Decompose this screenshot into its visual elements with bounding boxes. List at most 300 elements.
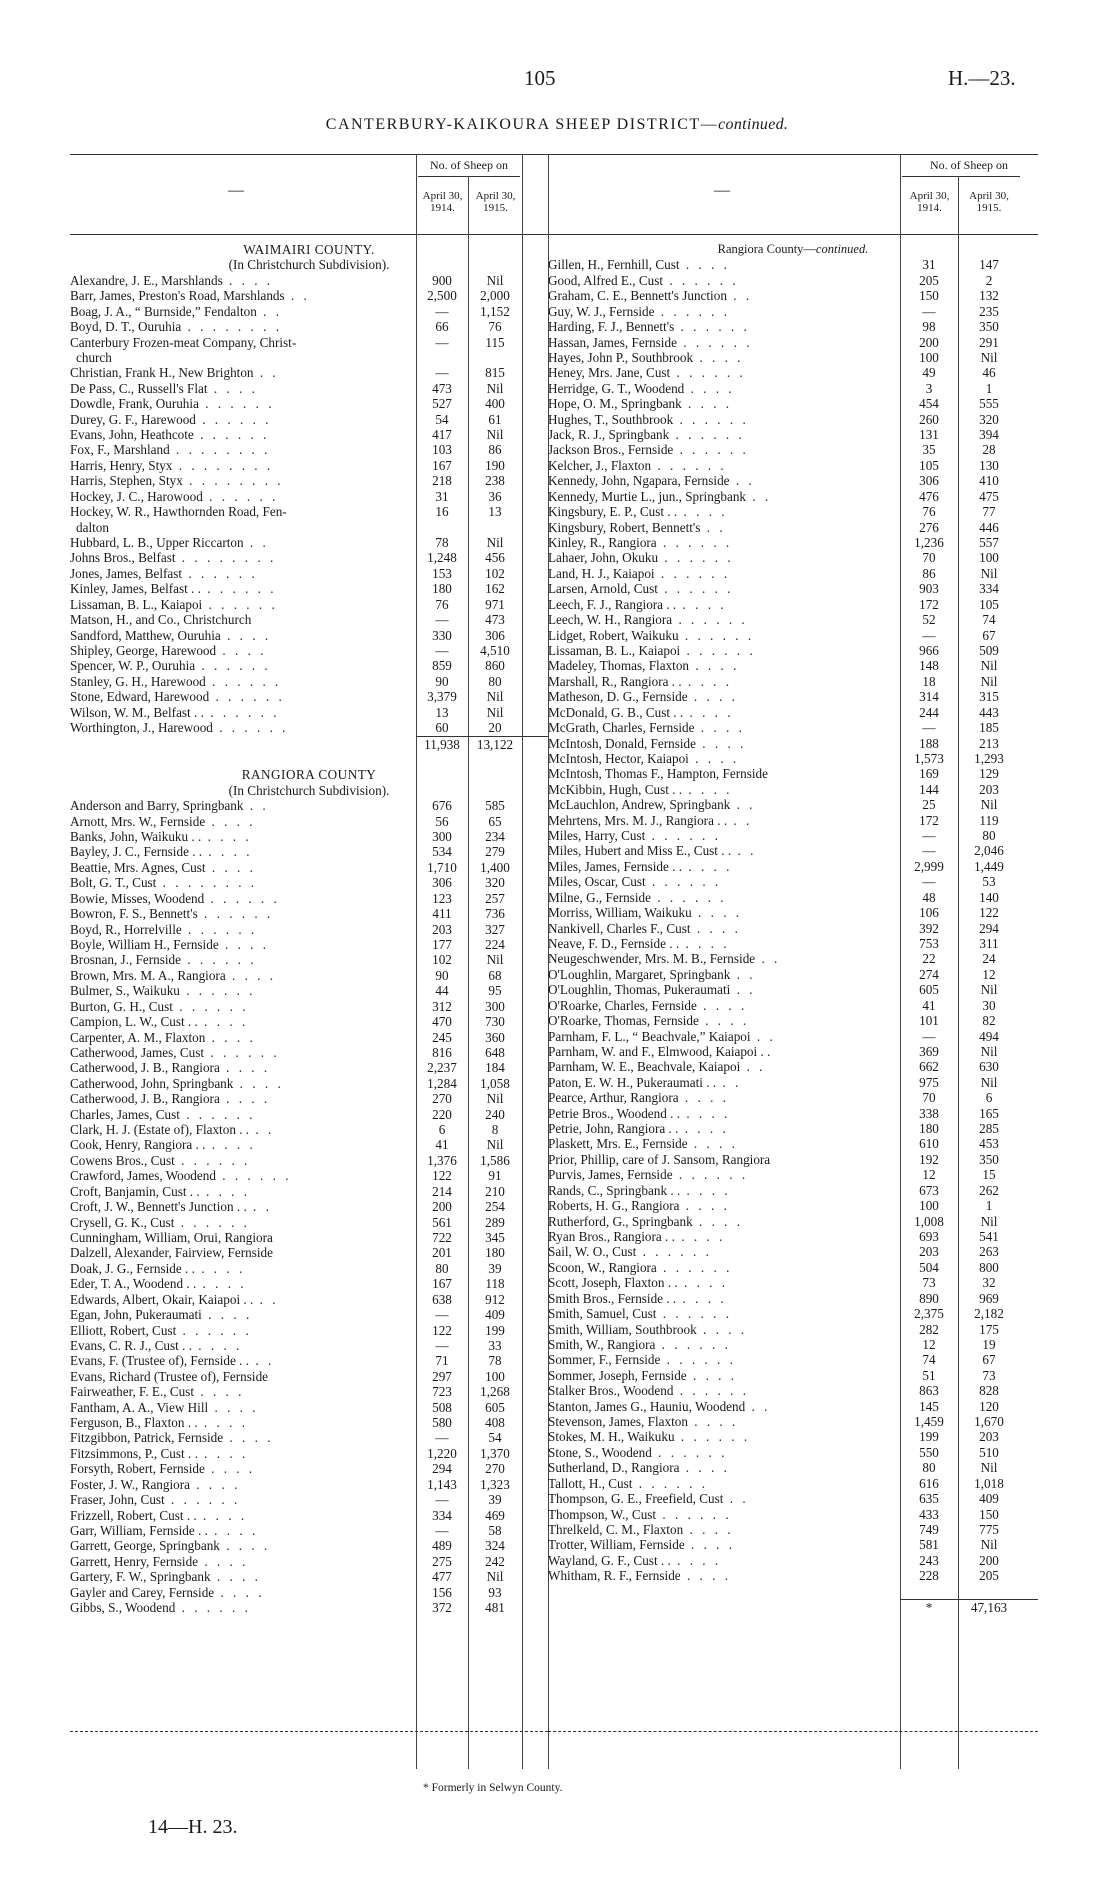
table-row: [548, 736, 1038, 751]
row-leader: . . . .: [690, 920, 741, 936]
sheep-1914: 300: [432, 829, 452, 845]
row-leader: . .: [284, 288, 310, 304]
row-name-text: Gibbs, S., Woodend: [70, 1600, 176, 1616]
sheep-1914: 131: [919, 427, 939, 443]
row-name: [548, 1090, 896, 1105]
sheep-1915: 257: [485, 890, 505, 906]
row-name: [548, 874, 896, 889]
sheep-1914: 693: [919, 1229, 939, 1244]
sheep-1914: 167: [432, 1276, 452, 1292]
row-name-text: De Pass, C., Russell's Flat: [70, 380, 208, 396]
sheep-1915: 105: [979, 596, 999, 612]
table-row: [70, 1153, 548, 1168]
row-name: [70, 1323, 414, 1338]
sheep-1914: 676: [432, 798, 452, 814]
row-name-text: Threlkeld, C. M., Flaxton: [548, 1522, 684, 1538]
table-row: [70, 999, 548, 1014]
sheep-1914: 581: [919, 1537, 939, 1553]
sheep-1915: 345: [485, 1230, 505, 1245]
sheep-1915: 409: [979, 1491, 999, 1507]
sheep-1915: 74: [982, 612, 996, 628]
row-leader: . . . .: [679, 1460, 730, 1476]
bottom-rule: [548, 1731, 1038, 1732]
row-leader: . . . . . .: [673, 411, 749, 427]
table-section: [70, 767, 548, 782]
row-leader: . . . .: [198, 1553, 249, 1569]
sheep-1914: 863: [919, 1383, 939, 1399]
sheep-1914: 673: [919, 1182, 939, 1198]
row-name-text: Bowie, Misses, Woodend: [70, 890, 205, 906]
row-name: [548, 335, 896, 350]
table-row: [548, 412, 1038, 427]
sheep-1915: 61: [488, 411, 502, 427]
row-name-text: Bayley, J. C., Fernside . .: [70, 844, 203, 860]
row-leader: . . . . . . . .: [175, 550, 277, 566]
sheep-1915: 408: [485, 1415, 505, 1431]
row-name: [548, 643, 896, 658]
sheep-1915: 58: [488, 1523, 502, 1539]
row-name: [548, 1183, 896, 1198]
row-name: [548, 751, 896, 766]
sheep-1915: 242: [485, 1553, 505, 1569]
sheep-1914: 1,248: [427, 550, 457, 566]
row-leader: . . . . . .: [179, 1106, 256, 1122]
sheep-1915: 2: [985, 272, 993, 288]
sheep-1914: 11,938: [424, 736, 460, 752]
table-row: [70, 1030, 548, 1045]
row-leader: . . . .: [207, 1523, 259, 1539]
sheep-1914: 975: [919, 1074, 939, 1090]
table-row: [70, 1369, 548, 1384]
row-name-text: Scoon, W., Rangiora: [548, 1259, 657, 1275]
sheep-1914: 489: [432, 1538, 452, 1554]
table-row: [548, 1445, 1038, 1460]
sheep-1914: 76: [922, 504, 936, 520]
left-rows: [70, 242, 548, 1616]
table-row: [70, 1384, 548, 1399]
sheep-1914: 214: [432, 1183, 452, 1199]
row-name-text: Pearce, Arthur, Rangiora: [548, 1090, 679, 1106]
row-leader: . . . .: [676, 1290, 727, 1306]
sheep-1914: 71: [435, 1353, 449, 1369]
sheep-1915: 350: [979, 319, 999, 335]
sheep-1914: 192: [919, 1151, 939, 1167]
row-name-text: Sommer, Joseph, Fernside: [548, 1367, 687, 1383]
row-name-text: Kingsbury, E. P., Cust . .: [548, 504, 678, 520]
sheep-1915: 453: [979, 1136, 999, 1152]
sheep-1915: 122: [979, 905, 999, 921]
table-row: [548, 365, 1038, 380]
sheep-1915: 1,449: [974, 858, 1004, 874]
sheep-1914: 98: [922, 319, 936, 335]
table-row: [548, 1507, 1038, 1522]
row-leader: . . . . . . . .: [172, 457, 274, 473]
row-leader: . . . . . .: [201, 581, 277, 597]
table-row: [548, 612, 1038, 627]
row-leader: . . . .: [688, 750, 740, 766]
table-row: [548, 1383, 1038, 1398]
row-name-text: Forsyth, Robert, Fernside: [70, 1461, 205, 1477]
sheep-1915: Nil: [486, 1137, 504, 1153]
row-leader: . . . .: [208, 1399, 259, 1415]
sheep-1915: 203: [979, 1429, 999, 1445]
sheep-1914: 508: [432, 1399, 452, 1415]
row-name: [548, 442, 896, 457]
row-leader: . . . . . .: [656, 1506, 732, 1522]
row-name-text: Rands, C., Springbank . .: [548, 1182, 681, 1198]
row-name: [70, 968, 414, 983]
table-row: [548, 967, 1038, 982]
sheep-1915: 473: [485, 612, 505, 628]
sheep-1914: 245: [432, 1029, 452, 1045]
sheep-1914: 172: [919, 812, 939, 828]
table-row: [70, 1215, 548, 1230]
row-leader: . . . .: [682, 781, 733, 797]
table-row: [548, 1013, 1038, 1028]
sheep-1915: 1,018: [974, 1475, 1004, 1491]
row-leader: . . . . . .: [654, 565, 731, 581]
sheep-1914: 1,143: [427, 1476, 457, 1492]
row-name: [548, 458, 896, 473]
sheep-1914: 1,220: [427, 1445, 457, 1461]
row-leader: . . . . . .: [645, 828, 721, 844]
row-name: [548, 1198, 896, 1213]
row-name-text: Cook, Henry, Rangiora . .: [70, 1137, 206, 1153]
row-leader: . . . . . .: [176, 1322, 252, 1338]
sheep-1914: 282: [919, 1321, 939, 1337]
table-row: [70, 1353, 548, 1368]
table-row: [548, 458, 1038, 473]
row-leader: . . . .: [233, 1075, 284, 1091]
row-name-text: Banks, John, Waikuku . .: [70, 829, 202, 845]
row-name: [70, 1153, 414, 1168]
table-row: [70, 1508, 548, 1523]
sheep-1915: 140: [979, 889, 999, 905]
row-leader: . . . . . . . .: [181, 319, 282, 335]
row-leader: . . . .: [205, 1137, 256, 1153]
sheep-1915: 82: [982, 1013, 996, 1029]
table-section: [70, 242, 548, 257]
sheep-1914: —: [922, 720, 936, 736]
sheep-1914: 12: [922, 1336, 936, 1352]
sheep-1915: Nil: [486, 380, 504, 396]
sheep-1915: 828: [979, 1383, 999, 1399]
row-leader: . . . .: [678, 1090, 729, 1106]
sheep-1914: 417: [432, 427, 452, 443]
sheep-1914: 106: [919, 905, 939, 921]
page-number: 105: [524, 66, 556, 90]
row-name: [548, 797, 896, 812]
row-name: [70, 489, 414, 504]
table-row: [70, 875, 548, 890]
sheep-1915: 15: [982, 1167, 996, 1183]
row-name: [548, 1214, 896, 1229]
row-name-text: Kinley, R., Rangiora: [548, 535, 657, 551]
sheep-1915: 39: [488, 1492, 502, 1508]
row-name: [548, 967, 896, 982]
row-name: [548, 1306, 896, 1321]
row-name: [70, 1276, 414, 1291]
sheep-1915: 860: [485, 658, 505, 674]
row-leader: . . . . . . . .: [169, 442, 271, 458]
row-leader: . . . . . .: [632, 1475, 708, 1491]
row-name-text: McIntosh, Thomas F., Hampton, Fernside: [548, 766, 768, 782]
row-name-text: McIntosh, Hector, Kaiapoi: [548, 750, 689, 766]
table-row: [548, 1090, 1038, 1105]
row-leader: . . . .: [693, 349, 744, 365]
sheep-1915: 320: [979, 411, 999, 427]
row-name-text: Charles, James, Cust: [70, 1106, 180, 1122]
sheep-1915: 4,510: [480, 642, 510, 658]
table-row: [70, 566, 548, 581]
table-row: [70, 1338, 548, 1353]
row-name: [548, 412, 896, 427]
row-name: [70, 335, 414, 350]
row-name-text: Egan, John, Pukeraumati: [70, 1307, 202, 1323]
row-name: [548, 350, 896, 365]
sheep-1914: 1,459: [914, 1414, 944, 1430]
row-name-text: Foster, J. W., Rangiora: [70, 1476, 190, 1492]
sheep-1915: 730: [485, 1014, 505, 1030]
row-name-text: Thompson, W., Cust: [548, 1506, 657, 1522]
sheep-1915: Nil: [486, 704, 504, 720]
table-row: [548, 566, 1038, 581]
row-name-text: Cowens Bros., Cust: [70, 1152, 175, 1168]
row-leader: . . . . . .: [678, 627, 755, 643]
row-leader: . . . .: [694, 720, 745, 736]
table-row: [548, 597, 1038, 612]
table-row: [70, 1446, 548, 1461]
row-name-text: Land, H. J., Kaiapoi: [548, 565, 655, 581]
row-name-text: Stone, Edward, Harewood: [70, 689, 210, 705]
sheep-1914: 201: [432, 1245, 452, 1261]
table-row: [70, 396, 548, 411]
row-name-text: O'Roarke, Charles, Fernside: [548, 997, 697, 1013]
header-col-1915: April 30, 1915.: [475, 190, 516, 214]
row-leader: . . . .: [676, 596, 727, 612]
header-dash: —: [714, 182, 730, 199]
sheep-1915: 65: [488, 813, 502, 829]
row-name: [548, 597, 896, 612]
row-leader: . . . . . .: [174, 1214, 250, 1230]
section-heading: WAIMAIRI COUNTY.: [243, 242, 375, 257]
row-name: [70, 1215, 414, 1230]
sheep-1915: 469: [485, 1507, 505, 1523]
row-name: [70, 952, 414, 967]
sheep-1914: 504: [919, 1259, 939, 1275]
sheep-1914: —: [435, 365, 449, 381]
sheep-1915: Nil: [486, 427, 504, 443]
row-name-text: Trotter, William, Fernside: [548, 1537, 685, 1553]
sheep-1915: 46: [982, 365, 996, 381]
row-name: [548, 612, 896, 627]
table-row: [548, 674, 1038, 689]
sheep-1914: 2,237: [427, 1060, 457, 1076]
row-name: [70, 1585, 414, 1600]
row-name-text: Hassan, James, Fernside: [548, 334, 677, 350]
row-name: [70, 798, 414, 813]
row-name-text: Evans, F. (Trustee of), Fernside . .: [70, 1353, 250, 1369]
row-name: [70, 550, 414, 565]
row-leader: . .: [746, 488, 772, 504]
sheep-1915: 86: [488, 442, 502, 458]
row-name: [70, 1477, 414, 1492]
row-name: [548, 1044, 896, 1059]
table-row: [70, 1199, 548, 1214]
row-name: [548, 1059, 896, 1074]
row-leader: . . . . . .: [672, 1167, 749, 1183]
sheep-1914: 51: [922, 1367, 936, 1383]
bottom-rule: [70, 1731, 548, 1732]
sheep-1915: 285: [979, 1121, 999, 1137]
row-leader: . . . .: [201, 1307, 253, 1323]
row-leader: . . . .: [687, 689, 738, 705]
table-row: [70, 1323, 548, 1338]
row-name-text: Wilson, W. M., Belfast . .: [70, 704, 204, 720]
row-name: [70, 1230, 414, 1245]
row-name: [70, 1538, 414, 1553]
row-name: [70, 891, 414, 906]
row-name: [548, 674, 896, 689]
row-name: [70, 504, 414, 519]
row-name: [70, 1137, 414, 1152]
sheep-1914: —: [435, 612, 449, 628]
row-name-text: Madeley, Thomas, Flaxton: [548, 658, 690, 674]
row-leader: . . . . . .: [195, 658, 271, 674]
sheep-1915: 289: [485, 1214, 505, 1230]
right-rows: [548, 242, 1038, 1616]
row-name-text: Kingsbury, Robert, Bennett's: [548, 519, 701, 535]
sheep-1915: 300: [485, 998, 505, 1014]
row-leader: . .: [253, 365, 279, 381]
row-name: [70, 1400, 414, 1415]
table-row: [70, 814, 548, 829]
sheep-1915: 210: [485, 1183, 505, 1199]
table-row: [548, 304, 1038, 319]
sheep-1914: 2,375: [914, 1306, 944, 1322]
sheep-1915: 162: [485, 581, 505, 597]
row-name-text: Plaskett, Mrs. E., Fernside: [548, 1136, 688, 1152]
row-leader: . . . .: [197, 1415, 248, 1431]
table-row: [548, 1568, 1038, 1583]
sheep-1915: 120: [979, 1398, 999, 1414]
sheep-1914: —: [435, 642, 449, 658]
row-name: [548, 365, 896, 380]
row-name: [70, 566, 414, 581]
sheep-1914: —: [435, 1307, 449, 1323]
row-name: [548, 520, 896, 535]
row-name-text: Fox, F., Marshland: [70, 442, 170, 458]
table-row: [70, 860, 548, 875]
sheep-1914: 13: [435, 704, 449, 720]
table-row: [548, 1059, 1038, 1074]
sheep-1915: 324: [485, 1538, 505, 1554]
sheep-1914: 101: [919, 1013, 939, 1029]
row-name: [70, 1446, 414, 1461]
sheep-1914: —: [435, 1492, 449, 1508]
sheep-1914: —: [435, 1430, 449, 1446]
row-name-text: Boyd, R., Horrelville: [70, 921, 182, 937]
row-name: [548, 1445, 896, 1460]
sheep-1915: 100: [485, 1368, 505, 1384]
sheep-1914: 180: [919, 1121, 939, 1137]
row-leader: . . . .: [197, 1014, 249, 1030]
row-name-text: Kennedy, Murtie L., jun., Springbank: [548, 488, 747, 504]
sheep-1915: 446: [979, 519, 999, 535]
table-row: [548, 813, 1038, 828]
sheep-1914: 203: [432, 921, 452, 937]
row-name: [70, 1261, 414, 1276]
row-name-text: Shipley, George, Harewood: [70, 642, 217, 658]
row-name-text: McGrath, Charles, Fernside: [548, 720, 695, 736]
row-name: [548, 1476, 896, 1491]
sheep-1915: 118: [485, 1276, 505, 1292]
row-name-text: Smith, Samuel, Cust: [548, 1306, 657, 1322]
row-name: [548, 1383, 896, 1398]
row-name: [70, 1461, 414, 1476]
row-name: [548, 1244, 896, 1259]
sheep-1915: 213: [979, 735, 999, 751]
table-row: [548, 489, 1038, 504]
row-name: [70, 1508, 414, 1523]
row-name: [548, 1260, 896, 1275]
table-total: [900, 1599, 1038, 1615]
row-name-text: Stalker Bros., Woodend: [548, 1383, 674, 1399]
row-leader: . . . .: [678, 1121, 729, 1137]
row-leader: . . . . . . . .: [182, 473, 284, 489]
table-row: [548, 1152, 1038, 1167]
table-row: [548, 689, 1038, 704]
sheep-1914: —: [435, 334, 449, 350]
sheep-1915: 1,586: [480, 1152, 510, 1168]
table-row: [70, 844, 548, 859]
row-name: [70, 1369, 414, 1384]
row-leader: . . . .: [219, 1091, 271, 1107]
row-leader: . . . . . .: [175, 1600, 251, 1616]
sheep-1915: Nil: [980, 1213, 998, 1229]
row-name: [70, 1600, 414, 1615]
row-name-text: Brown, Mrs. M. A., Rangiora: [70, 967, 226, 983]
row-name: [548, 890, 896, 905]
sheep-1914: 144: [919, 781, 939, 797]
sheep-1915: 115: [485, 334, 505, 350]
sheep-1915: Nil: [486, 952, 504, 968]
row-name: [70, 273, 414, 288]
row-leader: . .: [740, 1059, 766, 1075]
header-dash: —: [228, 182, 244, 199]
table-row: [70, 1538, 548, 1553]
sheep-1915: 6: [985, 1090, 993, 1106]
row-leader: . . . . . .: [650, 889, 727, 905]
table-row: [548, 998, 1038, 1013]
row-leader: . . . . . .: [164, 1492, 241, 1508]
table-row: [70, 1554, 548, 1569]
page-title: [0, 116, 1114, 134]
sheep-1914: 580: [432, 1415, 452, 1431]
row-name-text: O'Roarke, Thomas, Fernside: [548, 1013, 699, 1029]
section-subheading: (In Christchurch Subdivision).: [228, 257, 390, 273]
row-leader: . .: [731, 843, 757, 859]
sheep-1915: 327: [485, 921, 505, 937]
sheep-1915: 1,670: [974, 1414, 1004, 1430]
row-name-text: Dowdle, Frank, Ouruhia: [70, 396, 199, 412]
sheep-1914: 150: [919, 288, 939, 304]
row-name: [548, 1322, 896, 1337]
sheep-1914: 470: [432, 1014, 452, 1030]
row-name-continued: dalton: [76, 519, 109, 535]
sheep-1914: 334: [432, 1507, 452, 1523]
table-row: [548, 1198, 1038, 1213]
